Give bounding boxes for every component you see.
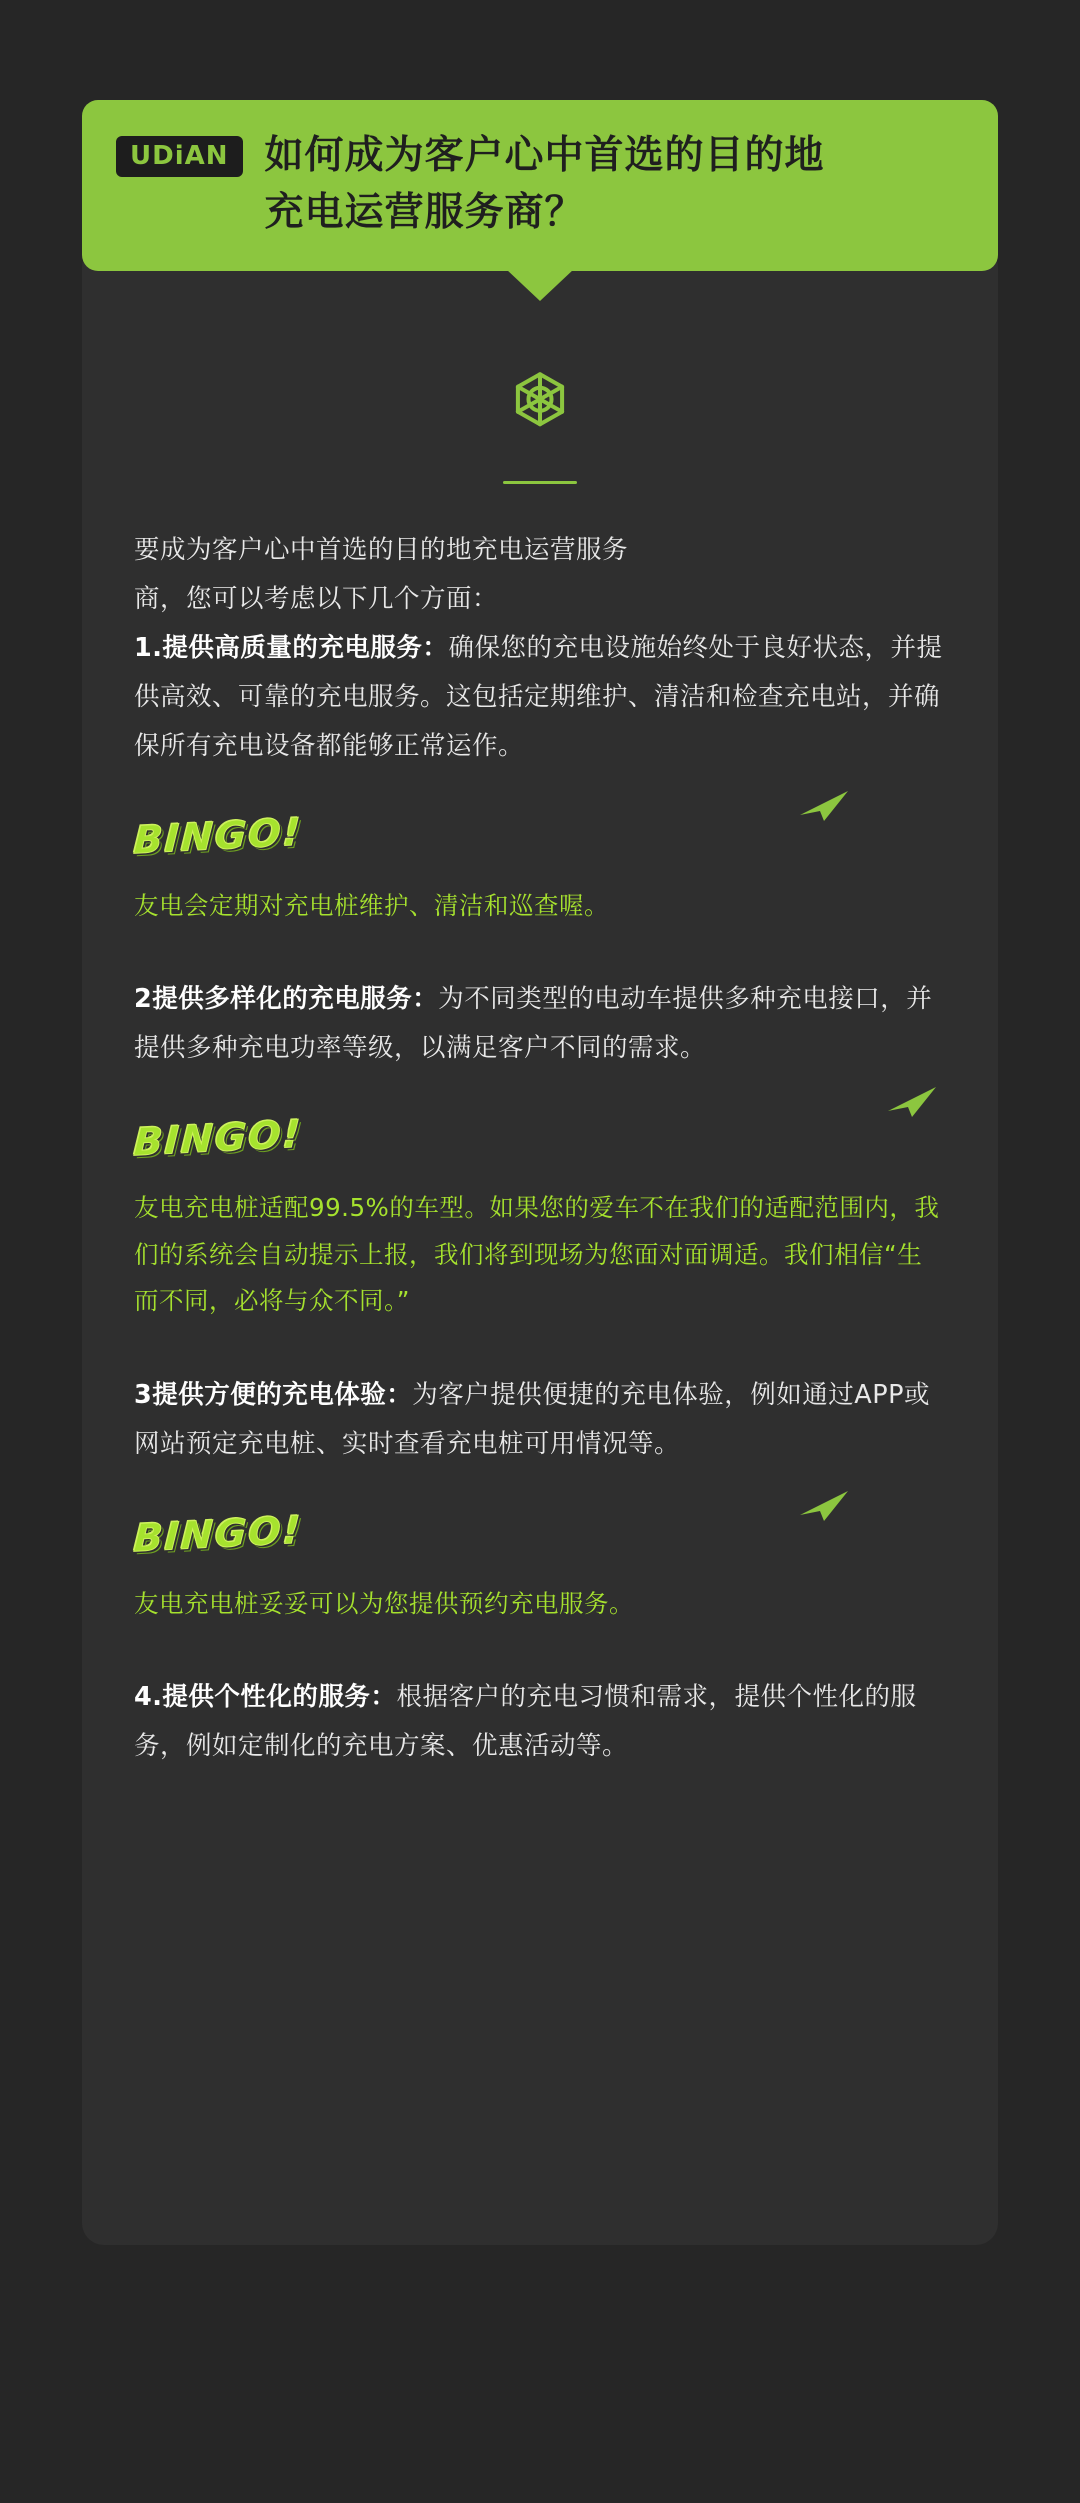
paper-plane-icon (798, 1489, 850, 1523)
item-heading: 3提供方便的充电体验： (134, 1379, 413, 1410)
item-text (134, 1371, 946, 1469)
banner-arrow-icon (506, 269, 574, 301)
bingo-group (132, 1111, 946, 1325)
spacer (134, 1337, 946, 1371)
item-body: 为不同类型的电动车提供多种充电接口，并提供多种充电功率等级，以满足客户不同的需求。 (134, 984, 933, 1064)
header-banner-row (116, 128, 964, 241)
item-text (134, 1673, 946, 1771)
bingo-group (132, 1507, 946, 1628)
list-item (134, 1673, 946, 1771)
bingo-group (132, 809, 946, 930)
bingo-note: 友电充电桩妥妥可以为您提供预约充电服务。 (134, 1588, 634, 1618)
openai-logo-icon (492, 357, 588, 453)
page-root (0, 100, 1080, 2503)
item-body: 根据客户的充电习惯和需求，提供个性化的服务，例如定制化的充电方案、优惠活动等。 (134, 1682, 917, 1762)
list-item (134, 624, 946, 771)
item-heading: 4.提供个性化的服务： (134, 1682, 397, 1713)
header-banner (82, 100, 998, 271)
divider (503, 481, 577, 484)
list-item (134, 975, 946, 1073)
item-body: 为客户提供便捷的充电体验，例如通过APP或网站预定充电桩、实时查看充电桩可用情况等。 (134, 1379, 930, 1459)
brand-logo: UDiAN (116, 136, 243, 177)
item-body: 确保您的充电设施始终处于良好状态，并提供高效、可靠的充电服务。这包括定期维护、清洁和检查充电站，并确保所有充电设备都能够正常运作。 (134, 633, 943, 761)
bingo-row (132, 1111, 946, 1171)
item-text (134, 975, 946, 1073)
spacer (134, 1639, 946, 1673)
item-text (134, 624, 946, 771)
paper-plane-icon (798, 789, 850, 823)
bingo-label: BINGO! (132, 1111, 304, 1165)
bingo-note: 友电会定期对充电桩维护、清洁和巡查喔。 (134, 890, 609, 920)
page-title (265, 128, 825, 241)
page-title-line1: 如何成为客户心中首选的目的地 (264, 134, 825, 177)
content-card (82, 245, 998, 2245)
item-heading: 1.提供高质量的充电服务： (134, 633, 449, 663)
bingo-note: 友电充电桩适配99.5%的车型。如果您的爱车不在我们的适配范围内，我们的系统会自动提示上报，我们将到现场为您面对面调适。我们相信“生而不同，必将与众不同。” (134, 1193, 940, 1316)
paper-plane-icon (886, 1085, 938, 1119)
spacer (134, 941, 946, 975)
intro-line-2: 商，您可以考虑以下几个方面： (134, 584, 499, 615)
bingo-row (132, 809, 946, 869)
list-item (134, 1371, 946, 1469)
page-title-line2: 充电运营服务商？ (264, 190, 585, 234)
header-banner-wrap (82, 100, 998, 271)
bingo-label: BINGO! (132, 809, 304, 863)
bingo-label: BINGO! (132, 1507, 304, 1561)
item-heading: 2提供多样化的充电服务： (134, 984, 439, 1015)
intro-line-1: 要成为客户心中首选的目的地充电运营服务 (134, 535, 629, 566)
